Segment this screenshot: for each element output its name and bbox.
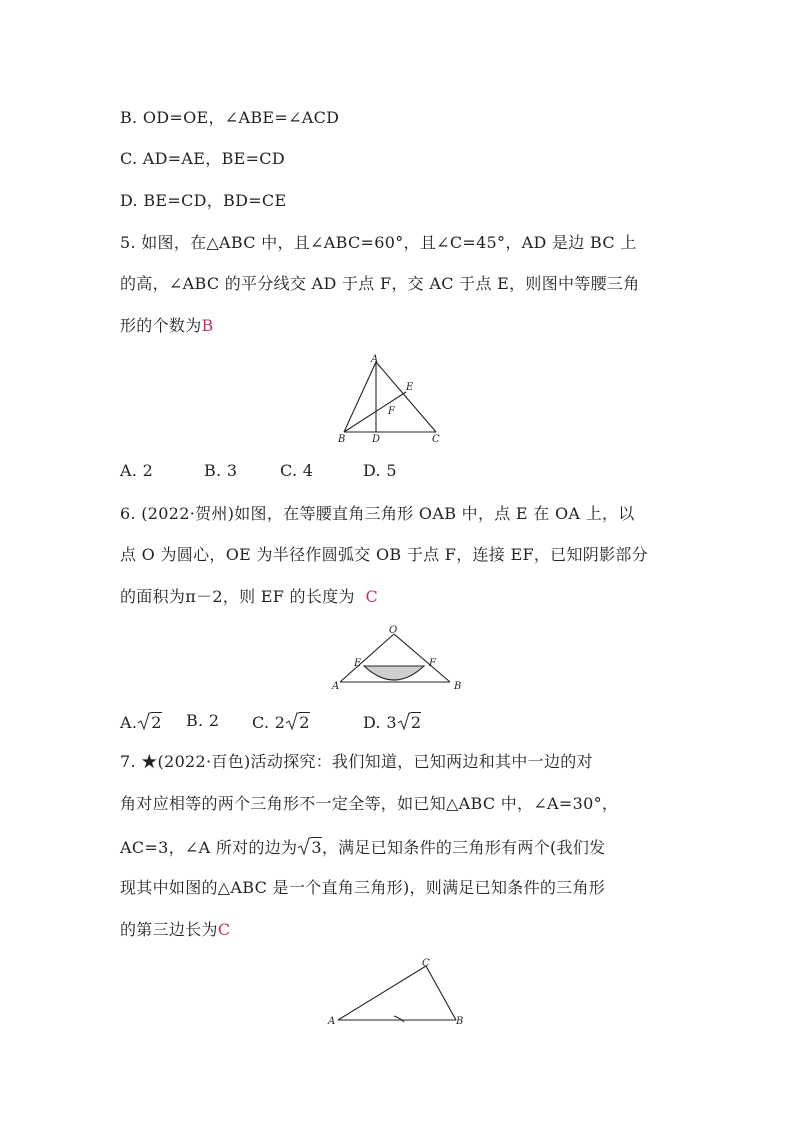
q7-line-1: 7. ★(2022·百色)活动探究：我们知道，已知两边和其中一边的对 <box>120 752 593 771</box>
q6-label-f: F <box>429 658 436 669</box>
q5-label-a: A <box>371 354 379 365</box>
q5-answer: B <box>201 316 214 335</box>
q7-answer: C <box>217 920 231 939</box>
q5-label-c: C <box>432 434 440 444</box>
q7-label-a: A <box>328 1016 336 1027</box>
q7-label-b: B <box>456 1016 464 1027</box>
option-c-prev: C. AD=AE，BE=CD <box>120 149 285 168</box>
q5-option-a: A. 2 <box>120 461 154 480</box>
q7-figure <box>324 954 474 1030</box>
q6-option-d-prefix: D. 3 <box>363 713 397 732</box>
q6-line-2: 点 O 为圆心，OE 为半径作圆弧交 OB 于点 F，连接 EF，已知阴影部分 <box>120 545 648 564</box>
q7-line-4: 现其中如图的△ABC 是一个直角三角形)，则满足已知条件的三角形 <box>120 878 606 897</box>
q7-line-3-a: AC=3，∠A 所对的边为 <box>120 838 298 857</box>
q6-line-1: 6. (2022·贺州)如图，在等腰直角三角形 OAB 中，点 E 在 OA 上，以 <box>120 504 635 523</box>
q5-label-e: E <box>406 382 414 393</box>
q5-label-f: F <box>388 406 395 417</box>
q5-line-1: 5. 如图，在△ABC 中，且∠ABC=60°，且∠C=45°，AD 是边 BC 上 <box>120 233 637 252</box>
q5-option-c: C. 4 <box>280 461 314 480</box>
q6-label-o: O <box>389 625 398 636</box>
option-b-prev: B. OD=OE，∠ABE=∠ACD <box>120 108 340 127</box>
q6-label-a: A <box>332 681 340 692</box>
q7-line-5 <box>120 920 230 940</box>
q6-line-3 <box>120 587 378 607</box>
q7-stem-end: 的第三边长为 <box>120 920 218 939</box>
q7-line-2: 角对应相等的两个三角形不一定全等，如已知△ABC 中，∠A=30°， <box>120 794 619 813</box>
q7-label-c: C <box>422 958 430 969</box>
radical-sign-icon <box>297 836 311 856</box>
q5-label-d: D <box>372 434 381 444</box>
q7-line-3-radicand: 3 <box>311 838 322 857</box>
radical-sign-icon <box>397 711 411 731</box>
q5-option-d: D. 5 <box>363 461 397 480</box>
q7-line-3-b: ，满足已知条件的三角形有两个(我们发 <box>321 838 606 857</box>
q5-line-2: 的高，∠ABC 的平分线交 AD 于点 F，交 AC 于点 E，则图中等腰三角 <box>120 274 640 293</box>
q6-option-a <box>120 711 162 733</box>
q6-answer: C <box>365 587 379 606</box>
radical-sign-icon <box>137 711 151 731</box>
radical-sign-icon <box>285 711 299 731</box>
option-d-prev: D. BE=CD，BD=CE <box>120 191 287 210</box>
q6-option-d <box>363 711 421 733</box>
q6-figure <box>328 622 468 692</box>
q5-figure <box>330 352 450 444</box>
q6-option-d-radicand: 2 <box>410 713 422 732</box>
q6-label-b: B <box>454 681 462 692</box>
q6-stem-end: 的面积为π－2，则 EF 的长度为 <box>120 587 355 606</box>
q5-line-3 <box>120 316 214 336</box>
q6-option-c <box>252 711 310 733</box>
q5-label-b: B <box>338 434 346 444</box>
q6-label-e: E <box>354 658 362 669</box>
q6-option-c-prefix: C. 2 <box>252 713 286 732</box>
q6-option-c-radicand: 2 <box>299 713 310 732</box>
q7-line-3 <box>120 836 605 858</box>
q6-option-a-radicand: 2 <box>151 713 162 732</box>
q5-stem-end: 形的个数为 <box>120 316 202 335</box>
q6-option-b: B. 2 <box>186 711 220 730</box>
q5-option-b: B. 3 <box>204 461 238 480</box>
q6-option-a-prefix: A. <box>120 713 138 732</box>
